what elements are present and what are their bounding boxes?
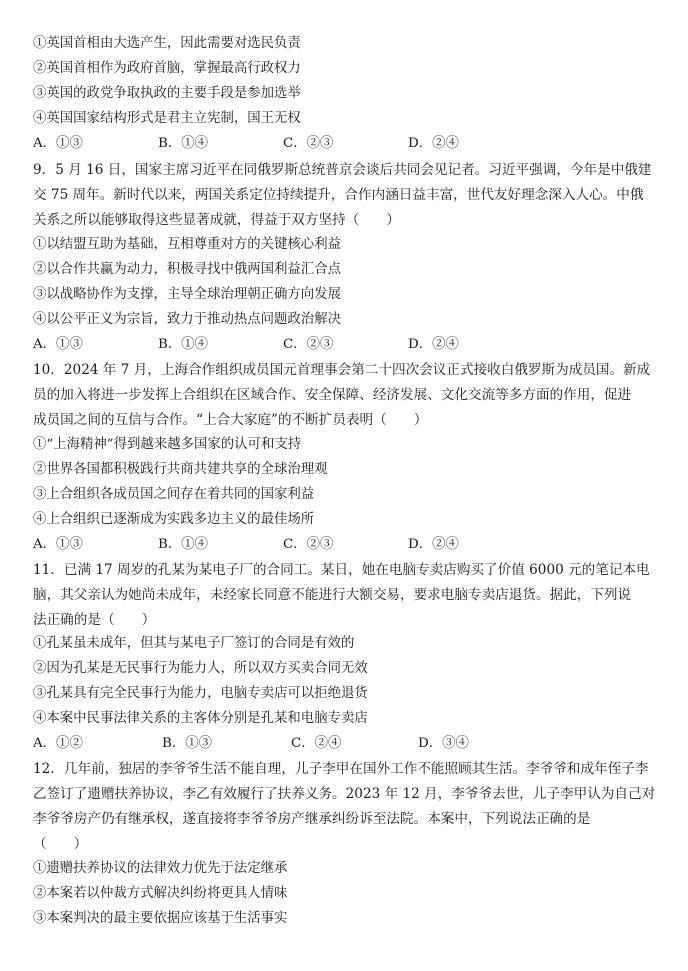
option-d[interactable]: D．②④ [408, 136, 459, 151]
question-11-line-1: 11．已满 17 周岁的孔某为某电子厂的合同工。某日，她在电脑专卖店购买了价值 6000 元的笔记本电 [33, 562, 650, 578]
option-b[interactable]: B．①④ [158, 337, 209, 352]
statement-4: ④上合组织已逐渐成为实践多边主义的最佳场所 [33, 512, 315, 527]
option-a[interactable]: A．①③ [33, 136, 83, 151]
answer-options [33, 134, 659, 154]
statement-1: ①英国首相由大选产生，因此需要对选民负责 [33, 36, 301, 51]
statement-3: ③上合组织各成员国之间存在着共同的国家利益 [33, 487, 315, 502]
question-11-line-2: 脑，其父亲认为她尚未成年，未经家长同意不能进行大额交易，要求电脑专卖店退货。据此，下列说 [33, 587, 632, 603]
question-10-line-1: 10．2024 年 7 月，上海合作组织成员国元首理事会第二十四次会议正式接收白俄罗斯为成员国。新成 [33, 362, 651, 378]
question-11-line-3: 法正确的是（ ） [33, 612, 156, 628]
option-b[interactable]: B．①③ [162, 736, 213, 751]
option-c[interactable]: C．②④ [291, 736, 342, 751]
statement-2: ②因为孔某是无民事行为能力人，所以双方买卖合同无效 [33, 661, 368, 676]
question-9-line-2: 交 75 周年。新时代以来，两国关系定位持续提升，合作内涵日益丰富，世代友好理念深入人心。中俄 [33, 187, 644, 203]
statement-3: ③英国的政党争取执政的主要手段是参加选举 [33, 86, 301, 101]
answer-options [33, 335, 659, 355]
answer-options [33, 734, 659, 754]
statement-3: ③本案判决的最主要依据应该基于生活事实 [33, 911, 288, 926]
option-b[interactable]: B．①④ [158, 537, 209, 552]
statement-2: ②世界各国都积极践行共商共建共享的全球治理观 [33, 462, 328, 477]
question-12-line-4: （ ） [33, 836, 88, 852]
statement-1: ①孔某虽未成年，但其与某电子厂签订的合同是有效的 [33, 636, 355, 651]
question-9-line-1: 9．5 月 16 日，国家主席习近平在同俄罗斯总统普京会谈后共同会见记者。习近平强调，今年是中俄建 [33, 162, 652, 178]
statement-4: ④以公平正义为宗旨，致力于推动热点问题政治解决 [33, 312, 341, 327]
question-10-line-2: 员的加入将进一步发挥上合组织在区域合作、安全保障、经济发展、文化交流等多方面的作用，促进 [33, 387, 632, 403]
statement-1: ①以结盟互助为基础，互相尊重对方的关键核心利益 [33, 237, 341, 252]
question-12-line-1: 12．几年前，独居的李爷爷生活不能自理，儿子李甲在国外工作不能照顾其生活。李爷爷和成年侄子李 [33, 761, 649, 777]
question-12-line-3: 李爷爷房产仍有继承权，遂直接将李爷爷房产继承纠纷诉至法院。本案中，下列说法正确的是 [33, 811, 591, 827]
option-c[interactable]: C．②③ [283, 337, 334, 352]
option-d[interactable]: D．②④ [408, 537, 459, 552]
question-10-line-3: 成员国之间的互信与合作。“上合大家庭”的不断扩员表明（ ） [33, 412, 428, 428]
option-d[interactable]: D．③④ [418, 736, 469, 751]
option-c[interactable]: C．②③ [283, 136, 334, 151]
option-c[interactable]: C．②③ [283, 537, 334, 552]
option-a[interactable]: A．①③ [33, 337, 83, 352]
question-12-line-2: 乙签订了遗赠扶养协议，李乙有效履行了扶养义务。2023 年 12 月，李爷爷去世，儿子李甲认为自己对 [33, 786, 656, 802]
statement-2: ②以合作共赢为动力，积极寻找中俄两国利益汇合点 [33, 262, 341, 277]
statement-2: ②英国首相作为政府首脑，掌握最高行政权力 [33, 61, 301, 76]
statement-1: ①“上海精神”得到越来越多国家的认可和支持 [33, 437, 302, 452]
option-a[interactable]: A．①② [33, 736, 83, 751]
statement-3: ③孔某具有完全民事行为能力，电脑专卖店可以拒绝退货 [33, 686, 368, 701]
question-9-line-3: 关系之所以能够取得这些显著成就，得益于双方坚持（ ） [33, 212, 401, 228]
statement-2: ②本案若以仲裁方式解决纠纷将更具人情味 [33, 886, 288, 901]
statement-3: ③以战略协作为支撑，主导全球治理朝正确方向发展 [33, 287, 341, 302]
option-d[interactable]: D．②④ [408, 337, 459, 352]
option-a[interactable]: A．①③ [33, 537, 83, 552]
answer-options [33, 535, 659, 555]
statement-1: ①遗赠扶养协议的法律效力优先于法定继承 [33, 861, 288, 876]
option-b[interactable]: B．①④ [158, 136, 209, 151]
statement-4: ④英国国家结构形式是君主立宪制，国王无权 [33, 111, 301, 126]
statement-4: ④本案中民事法律关系的主客体分别是孔某和电脑专卖店 [33, 711, 368, 726]
